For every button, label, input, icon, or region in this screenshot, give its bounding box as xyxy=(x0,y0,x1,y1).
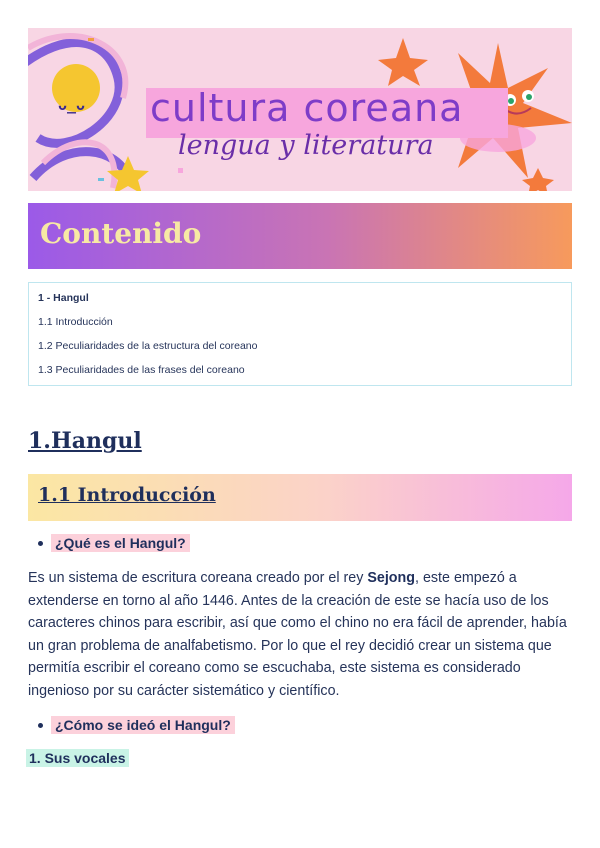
section-title: 1.Hangul xyxy=(28,428,142,454)
header-banner xyxy=(28,28,572,191)
subsection-bar xyxy=(28,474,572,521)
numbered-item: 1. Sus vocales xyxy=(26,749,129,767)
question-text-1: ¿Qué es el Hangul? xyxy=(51,534,190,552)
banner-badge: ᴗ_ᴗ xyxy=(58,96,86,114)
question-bullet-2 xyxy=(38,716,235,734)
bullet-dot xyxy=(38,723,43,728)
question-bullet-1 xyxy=(38,534,190,552)
banner-subtitle: lengua y literatura xyxy=(178,130,434,161)
paragraph-post: , este empezó a extenderse en torno al año 1446. Antes de la creación de este se hacía uso de los caracteres chinos para escribir, así que como el chino no era fácil de aprender, había un gran problema de analfabetismo. Por lo que el rey decidió crear un sistema que permitía escribir el coreano como se escuchaba, este sistema es considerado ingenioso por su carácter sistemático y científico. xyxy=(28,570,567,699)
toc-item-introduccion[interactable]: 1.1 Introducción xyxy=(38,316,113,328)
banner-title: cultura coreana xyxy=(150,86,464,130)
toc-item-frases[interactable]: 1.3 Peculiaridades de las frases del coreano xyxy=(38,364,245,376)
contents-header xyxy=(28,203,572,269)
paragraph-bold: Sejong xyxy=(367,570,415,586)
question-text-2: ¿Cómo se ideó el Hangul? xyxy=(51,716,235,734)
contents-title: Contenido xyxy=(40,217,202,250)
toc-item-hangul[interactable]: 1 - Hangul xyxy=(38,292,89,304)
toc-item-estructura[interactable]: 1.2 Peculiaridades de la estructura del coreano xyxy=(38,340,258,352)
subsection-title: 1.1 Introducción xyxy=(38,484,216,506)
intro-paragraph xyxy=(28,567,576,702)
bullet-dot xyxy=(38,541,43,546)
paragraph-pre: Es un sistema de escritura coreana creado por el rey xyxy=(28,570,368,586)
table-of-contents xyxy=(28,282,572,386)
